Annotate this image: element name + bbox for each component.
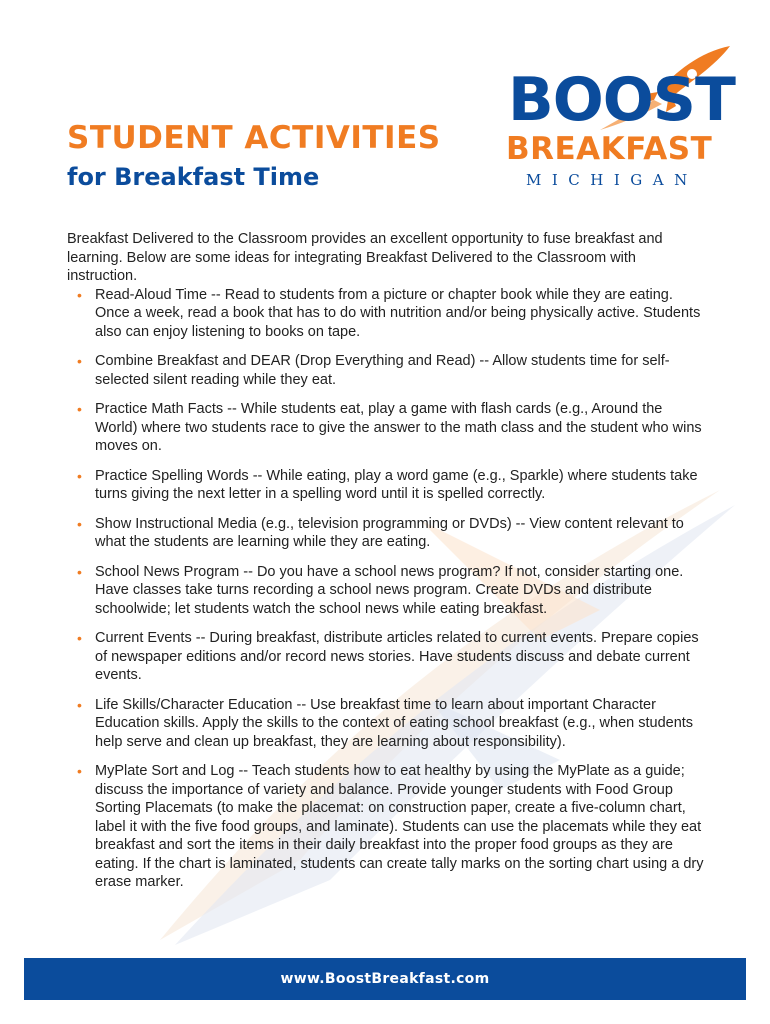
website-link[interactable]: www.BoostBreakfast.com <box>280 971 490 987</box>
list-item <box>67 352 707 389</box>
list-item-text: Practice Math Facts -- While students eat, play a game with flash cards (e.g., Around the World) where two students race to give the answer to the math class and the student who wins moves on. <box>95 401 702 454</box>
list-item-text: MyPlate Sort and Log -- Teach students how to eat healthy by using the MyPlate as a guide; discuss the importance of variety and balance. Provide younger students with Food Group Sorting Placemats (to make the placemat: on construction paper, create a five-column chart, label it with the five food groups, and laminate). Students can use the placemats while they eat breakfast and sort the items in their daily breakfast into the proper food groups as they are eating. If the chart is laminated, students can create tally marks on the sorting chart using a dry erase marker. <box>95 763 704 890</box>
list-item <box>67 467 707 504</box>
bullet-icon: • <box>77 763 82 779</box>
bullet-icon: • <box>77 696 82 713</box>
bullet-icon: • <box>77 401 82 417</box>
intro-paragraph: Breakfast Delivered to the Classroom provides an excellent opportunity to fuse breakfast and learning. Below are some ideas for integrating Breakfast Delivered to the Classroom with instruction. <box>67 231 663 284</box>
logo-boost-text: BOOST <box>508 65 735 135</box>
list-item <box>67 400 707 456</box>
list-item <box>67 286 707 342</box>
list-item <box>67 629 707 685</box>
document-body <box>67 230 707 903</box>
logo-breakfast-text: BREAKFAST <box>506 131 713 167</box>
list-item-text: Current Events -- During breakfast, distribute articles related to current events. Prepare copies of newspaper editions and/or record news stories. Have students discuss and debate current events. <box>95 630 699 683</box>
activity-list <box>67 286 707 892</box>
list-item <box>67 696 707 752</box>
list-item-text: Practice Spelling Words -- While eating, play a word game (e.g., Sparkle) where students take turns giving the next letter in a spelling word until it is spelled correctly. <box>95 467 698 502</box>
footer-bar <box>24 958 746 1000</box>
list-item-text: Read-Aloud Time -- Read to students from a picture or chapter book while they are eating. Once a week, read a book that has to do with nutrition and/or being physically active. Students also can enjoy listening to books on tape. <box>95 286 701 340</box>
list-item <box>67 515 707 552</box>
bullet-icon: • <box>77 630 82 646</box>
bullet-icon: • <box>77 515 82 532</box>
page-title: STUDENT ACTIVITIES <box>67 120 441 156</box>
list-item-text: School News Program -- Do you have a school news program? If not, consider starting one. Have classes take turns recording a school news program. Create DVDs and distribute schoolwide; let students watch the school news while eating breakfast. <box>95 563 684 617</box>
bullet-icon: • <box>77 286 82 303</box>
list-item-text: Show Instructional Media (e.g., television programming or DVDs) -- View content relevant to what the students are learning while they are eating. <box>95 515 684 550</box>
list-item-text: Combine Breakfast and DEAR (Drop Everything and Read) -- Allow students time for self-selected silent reading while they eat. <box>95 353 670 388</box>
page-subtitle: for Breakfast Time <box>67 163 320 191</box>
list-item <box>67 563 707 619</box>
bullet-icon: • <box>77 353 82 369</box>
bullet-icon: • <box>77 563 82 580</box>
logo-michigan-text: MICHIGAN <box>526 171 698 189</box>
list-item <box>67 762 707 892</box>
bullet-icon: • <box>77 467 82 484</box>
boost-breakfast-logo <box>490 42 740 192</box>
list-item-text: Life Skills/Character Education -- Use breakfast time to learn about important Character Education skills. Apply the skills to the context of eating school breakfast (e.g., when students help serve and clean up breakfast, they are learning about responsibility). <box>95 696 694 750</box>
